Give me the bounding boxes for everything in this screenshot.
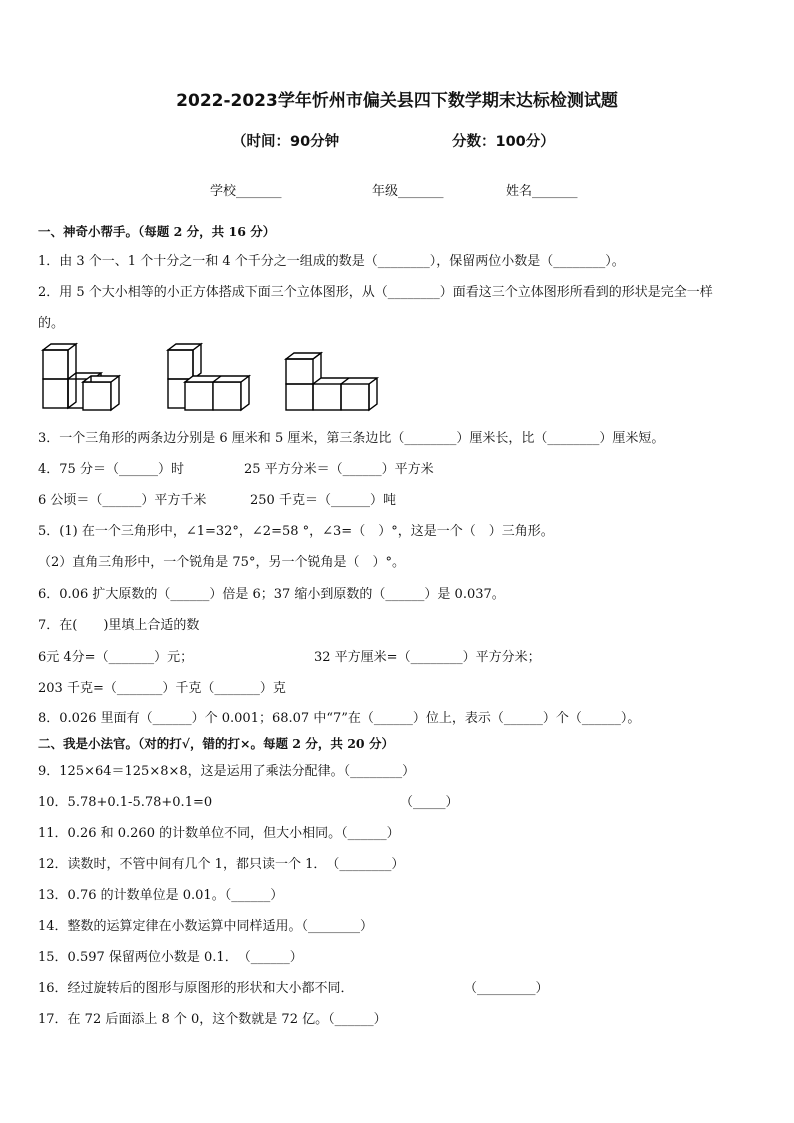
question-10: 10．5.78+0.1-5.78+0.1=0 bbox=[38, 795, 213, 810]
question-7: 7．在( )里填上合适的数 bbox=[38, 618, 200, 633]
cube-figure-3 bbox=[286, 353, 377, 410]
cube-figure-2 bbox=[168, 344, 249, 410]
question-11: 11．0.26 和 0.260 的计数单位不同，但大小相同。（______） bbox=[38, 826, 400, 841]
question-14: 14．整数的运算定律在小数运算中同样适用。（________） bbox=[38, 919, 374, 934]
question-15: 15．0.597 保留两位小数是 0.1． （______） bbox=[38, 950, 303, 965]
question-17: 17．在 72 后面添上 8 个 0，这个数就是 72 亿。（______） bbox=[38, 1012, 387, 1027]
question-16: 16．经过旋转后的图形与原图形的形状和大小都不同． bbox=[38, 981, 354, 996]
question-6: 6．0.06 扩大原数的（______）倍是 6；37 缩小到原数的（______）是 0.037。 bbox=[38, 587, 505, 602]
exam-time: （时间：90分钟 bbox=[232, 134, 340, 150]
question-5-part-1: 5．(1) 在一个三角形中，∠1=32°，∠2=58 °，∠3=（ ）°，这是一个（ ）三角形。 bbox=[38, 524, 554, 539]
exam-title: 2022-2023学年忻州市偏关县四下数学期末达标检测试题 bbox=[176, 91, 618, 111]
question-12: 12．读数时，不管中间有几个 1，都只读一个 1． （________） bbox=[38, 857, 405, 872]
question-4-part-4: 250 千克＝（______）吨 bbox=[250, 493, 396, 508]
question-4-part-2: 25 平方分米＝（______）平方米 bbox=[244, 462, 434, 477]
cube-figure-1 bbox=[43, 344, 119, 410]
question-2: 2．用 5 个大小相等的小正方体搭成下面三个立体图形，从（________）面看这三个立体图形所看到的形状是完全一样 bbox=[38, 285, 713, 300]
exam-score: 分数：100分） bbox=[452, 134, 555, 150]
question-16-blank: （_________） bbox=[464, 981, 549, 996]
question-5-part-2: （2）直角三角形中，一个锐角是 75°，另一个锐角是（ ）°。 bbox=[38, 555, 405, 570]
question-8: 8．0.026 里面有（______）个 0.001；68.07 中“7”在（______）位上，表示（______）个（______）。 bbox=[38, 711, 641, 726]
name-field: 姓名_______ bbox=[506, 184, 578, 199]
question-7-part-1: 6元 4分=（_______）元； bbox=[38, 650, 194, 665]
question-3: 3．一个三角形的两条边分别是 6 厘米和 5 厘米，第三条边比（________）厘米长，比（________）厘米短。 bbox=[38, 431, 665, 446]
grade-field: 年级_______ bbox=[372, 184, 444, 199]
cube-figures bbox=[38, 342, 398, 414]
section-2-heading: 二、我是小法官。（对的打√，错的打×。每题 2 分，共 20 分） bbox=[38, 736, 394, 751]
question-2-continued: 的。 bbox=[38, 316, 65, 331]
school-field: 学校_______ bbox=[210, 184, 282, 199]
question-10-blank: （_____） bbox=[400, 795, 459, 810]
question-9: 9．125×64＝125×8×8，这是运用了乘法分配律。（________） bbox=[38, 764, 416, 779]
question-1: 1．由 3 个一、1 个十分之一和 4 个千分之一组成的数是（________），保留两位小数是（________）。 bbox=[38, 254, 625, 269]
question-7-part-2: 32 平方厘米=（________）平方分米； bbox=[314, 650, 541, 665]
question-4-part-1: 4．75 分＝（______）时 bbox=[38, 462, 184, 477]
section-1-heading: 一、神奇小帮手。（每题 2 分，共 16 分） bbox=[38, 224, 276, 239]
question-13: 13．0.76 的计数单位是 0.01。（______） bbox=[38, 888, 284, 903]
question-7-part-3: 203 千克=（_______）千克（_______）克 bbox=[38, 681, 286, 696]
question-4-part-3: 6 公顷＝（______）平方千米 bbox=[38, 493, 207, 508]
